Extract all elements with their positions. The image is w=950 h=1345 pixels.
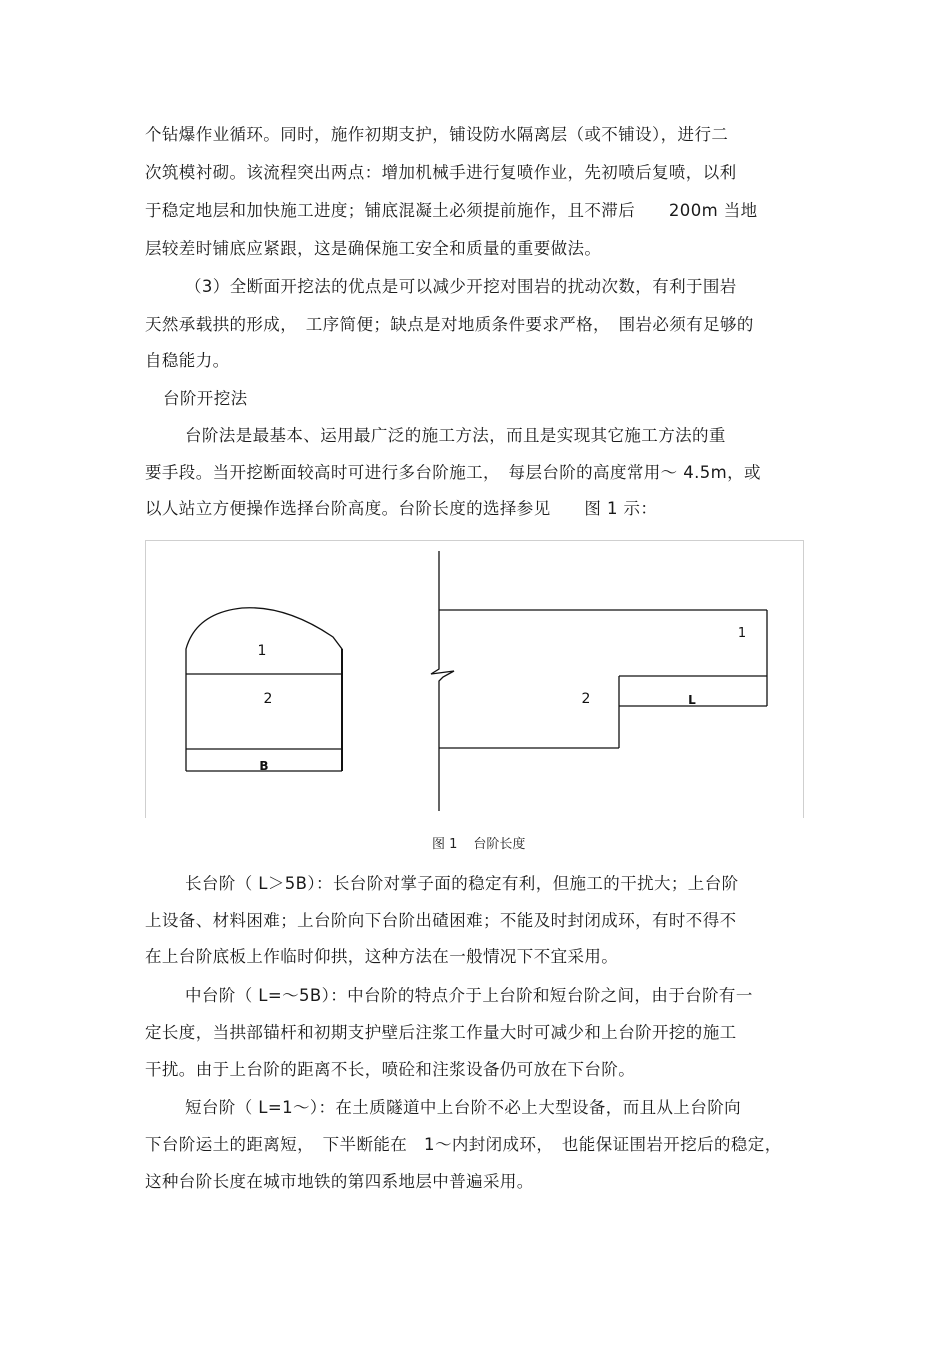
width-label-B: B (259, 759, 269, 773)
text-line: 次筑模衬砌。该流程突出两点：增加机械手进行复喷作业，先初喷后复喷，以利 (145, 163, 737, 182)
longitudinal-drawing (431, 551, 767, 811)
figure-frame (145, 540, 804, 818)
text-line: 以人站立方便操作选择台阶高度。台阶长度的选择参见 图 1 示： (145, 499, 658, 518)
text-line: 这种台阶长度在城市地铁的第四系地层中普遍采用。 (145, 1172, 534, 1191)
text-line: 个钻爆作业循环。同时，施作初期支护，铺设防水隔离层（或不铺设），进行二 (145, 125, 729, 144)
long-label-2: 2 (581, 691, 591, 707)
cross-label-2: 2 (263, 691, 273, 707)
text-line: 长台阶（ L＞5B）：长台阶对掌子面的稳定有利，但施工的干扰大；上台阶 (185, 874, 739, 893)
cross-label-1: 1 (257, 643, 267, 659)
figure-caption (432, 836, 541, 854)
text-line: 中台阶（ L=～5B）：中台阶的特点介于上台阶和短台阶之间，由于台阶有一 (185, 986, 753, 1005)
text-line: 短台阶（ L=1～）：在土质隧道中上台阶不必上大型设备，而且从上台阶向 (185, 1098, 742, 1117)
length-label-L: L (688, 693, 696, 707)
long-label-1: 1 (737, 626, 747, 641)
break-line (431, 551, 454, 811)
tunnel-outline (186, 608, 342, 771)
text-line: 下台阶运土的距离短， 下半断能在 1～内封闭成环， 也能保证围岩开挖后的稳定， (145, 1135, 782, 1154)
text-line: （3）全断面开挖法的优点是可以减少开挖对围岩的扰动次数，有利于围岩 (185, 277, 737, 296)
cross-section-drawing (186, 608, 342, 771)
text-line: 要手段。当开挖断面较高时可进行多台阶施工， 每层台阶的高度常用～ 4.5m，或 (145, 463, 761, 482)
bench-length-diagram (146, 541, 805, 819)
text-line: 自稳能力。 (145, 351, 230, 370)
text-line: 定长度，当拱部锚杆和初期支护壁后注浆工作量大时可减少和上台阶开挖的施工 (145, 1023, 737, 1042)
section-heading: 台阶开挖法 (163, 389, 248, 408)
figure-number: 图 1 (432, 837, 458, 852)
text-line: 层较差时铺底应紧跟，这是确保施工安全和质量的重要做法。 (145, 239, 602, 258)
text-line: 于稳定地层和加快施工进度；铺底混凝土必须提前施作，且不滞后 200m 当地 (145, 201, 758, 220)
text-line: 在上台阶底板上作临时仰拱，这种方法在一般情况下不宜采用。 (145, 947, 619, 966)
text-line: 干扰。由于上台阶的距离不长，喷砼和注浆设备仍可放在下台阶。 (145, 1060, 636, 1079)
text-line: 天然承载拱的形成， 工序简便；缺点是对地质条件要求严格， 围岩必须有足够的 (145, 315, 754, 334)
text-line: 上设备、材料困难；上台阶向下台阶出碴困难；不能及时封闭成环，有时不得不 (145, 911, 737, 930)
figure-title: 台阶长度 (473, 837, 526, 852)
text-line: 台阶法是最基本、运用最广泛的施工方法，而且是实现其它施工方法的重 (185, 426, 726, 445)
